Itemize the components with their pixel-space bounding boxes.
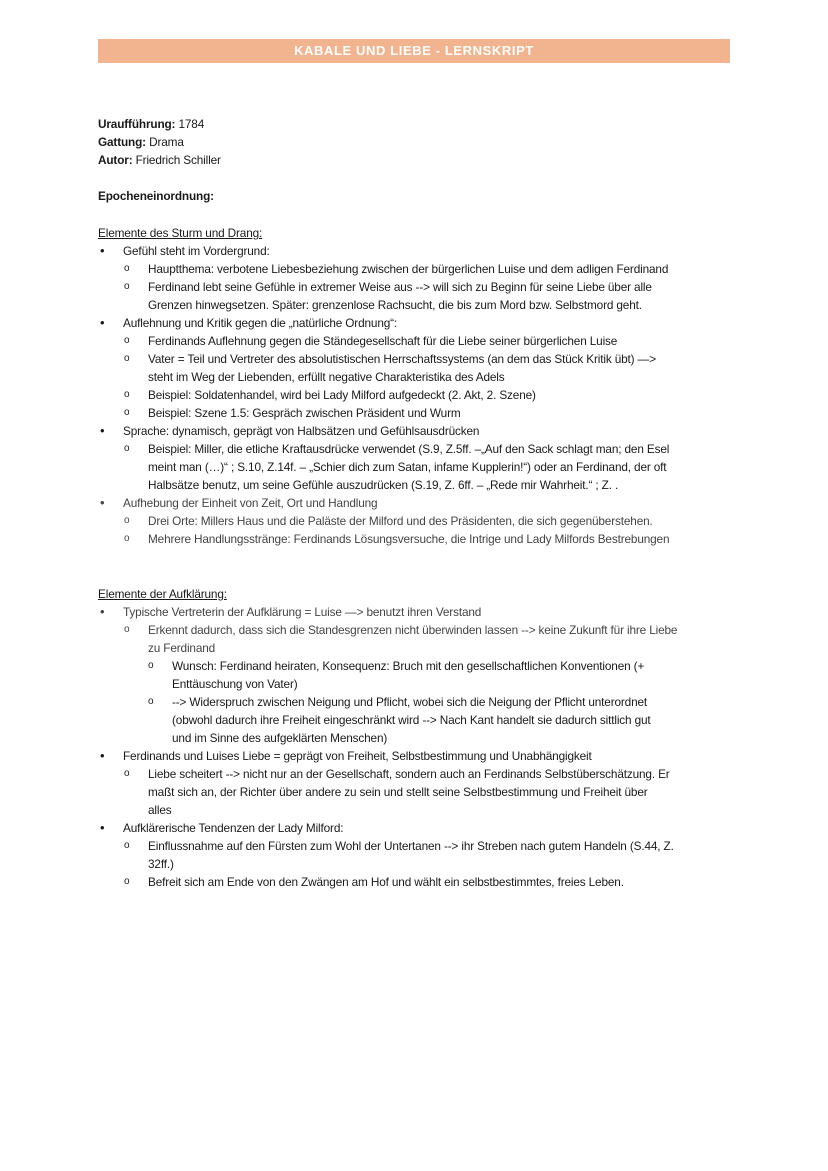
bullet-icon: • xyxy=(100,243,105,258)
circle-bullet-icon: o xyxy=(124,624,130,635)
section-title: Elemente des Sturm und Drang: xyxy=(98,226,263,240)
circle-bullet-icon: o xyxy=(124,840,130,851)
list-item-text: Halbsätze benutz, um seine Gefühle auszudrücken (S.19, Z. 6ff. – „Rede mir Wahrheit.“ ; Z. . xyxy=(148,478,619,492)
list-item xyxy=(98,314,758,332)
list-item-text: Auflehnung und Kritik gegen die „natürliche Ordnung“: xyxy=(123,316,398,330)
bullet-icon: • xyxy=(100,604,105,619)
list-item-text: Befreit sich am Ende von den Zwängen am Hof und wählt ein selbstbestimmtes, freies Leben. xyxy=(148,875,624,889)
list-item xyxy=(98,530,758,548)
list-item-text: Ferdinands und Luises Liebe = geprägt von Freiheit, Selbstbestimmung und Unabhängigkeit xyxy=(123,749,592,763)
list-item-text: steht im Weg der Liebenden, erfüllt negative Charakteristika des Adels xyxy=(148,370,505,384)
document-title: KABALE UND LIEBE - LERNSKRIPT xyxy=(98,39,730,63)
list-item-text: meint man (…)“ ; S.10, Z.14f. – „Schier dich zum Satan, infame Kupplerin!“) oder an Ferdinand, der oft xyxy=(148,460,667,474)
meta-value: Drama xyxy=(149,135,184,149)
sections xyxy=(98,224,758,891)
meta-label: Uraufführung: xyxy=(98,117,176,131)
circle-bullet-icon: o xyxy=(124,335,130,346)
list-item-text: Gefühl steht im Vordergrund: xyxy=(123,244,270,258)
list-item xyxy=(98,512,758,530)
list-item xyxy=(98,873,758,891)
list-item-text: Ferdinands Auflehnung gegen die Ständegesellschaft für die Liebe seiner bürgerlichen Luise xyxy=(148,334,618,348)
list-item-text: Erkennt dadurch, dass sich die Standesgrenzen nicht überwinden lassen --> keine Zukunft für ihre Liebe xyxy=(148,623,678,637)
meta-premiere xyxy=(98,115,758,133)
list-item-text: Aufklärerische Tendenzen der Lady Milford: xyxy=(123,821,344,835)
circle-bullet-icon: o xyxy=(148,660,154,671)
circle-bullet-icon: o xyxy=(124,515,130,526)
list-item xyxy=(98,747,758,765)
list-item-text: Wunsch: Ferdinand heiraten, Konsequenz: Bruch mit den gesellschaftlichen Konventionen (+ xyxy=(172,659,645,673)
bullet-icon: • xyxy=(100,820,105,835)
list-item xyxy=(98,350,758,386)
circle-bullet-icon: o xyxy=(124,533,130,544)
bullet-icon: • xyxy=(100,315,105,330)
epoch-heading: Epocheneinordnung: xyxy=(98,189,214,203)
list-item xyxy=(98,386,758,404)
list-item xyxy=(98,332,758,350)
list-item xyxy=(98,765,758,819)
meta-label: Gattung: xyxy=(98,135,146,149)
meta-genre xyxy=(98,133,758,151)
list-item-text: Beispiel: Miller, die etliche Kraftausdrücke verwendet (S.9, Z.5ff. –„Auf den Sack schlagt man; den Esel xyxy=(148,442,670,456)
meta-author xyxy=(98,151,758,169)
circle-bullet-icon: o xyxy=(124,263,130,274)
document-body xyxy=(98,115,758,891)
list-item-text: Mehrere Handlungsstränge: Ferdinands Lösungsversuche, die Intrige und Lady Milfords Bestrebungen xyxy=(148,532,670,546)
section xyxy=(98,585,758,891)
circle-bullet-icon: o xyxy=(124,876,130,887)
section xyxy=(98,224,758,548)
list-item-text: Grenzen hinwegsetzen. Später: grenzenlose Rachsucht, die bis zum Mord bzw. Selbstmord geht. xyxy=(148,298,642,312)
list-item-text: Ferdinand lebt seine Gefühle in extremer Weise aus --> will sich zu Beginn für seine Liebe über alle xyxy=(148,280,652,294)
list-item-text: Enttäuschung von Vater) xyxy=(172,677,298,691)
list-item-text: Beispiel: Soldatenhandel, wird bei Lady Milford aufgedeckt (2. Akt, 2. Szene) xyxy=(148,388,536,402)
circle-bullet-icon: o xyxy=(124,353,130,364)
list-item-text: zu Ferdinand xyxy=(148,641,216,655)
list-item-text: maßt sich an, der Richter über andere zu sein und stellt seine Selbstbestimmung und Freiheit über xyxy=(148,785,648,799)
list-item-text: Typische Vertreterin der Aufklärung = Luise —> benutzt ihren Verstand xyxy=(123,605,482,619)
meta-value: Friedrich Schiller xyxy=(135,153,221,167)
list-item-text: Drei Orte: Millers Haus und die Paläste der Milford und des Präsidenten, die sich gegenüberstehen. xyxy=(148,514,653,528)
bullet-icon: • xyxy=(100,748,105,763)
list-item xyxy=(98,837,758,873)
list-item-text: alles xyxy=(148,803,172,817)
list-item-text: 32ff.) xyxy=(148,857,174,871)
list-item xyxy=(98,621,758,657)
list-item-text: --> Widerspruch zwischen Neigung und Pflicht, wobei sich die Neigung der Pflicht unterordnet xyxy=(172,695,648,709)
bullet-icon: • xyxy=(100,423,105,438)
circle-bullet-icon: o xyxy=(124,443,130,454)
list-item-text: Vater = Teil und Vertreter des absolutistischen Herrschaftssystems (an dem das Stück Kritik übt) —> xyxy=(148,352,656,366)
list-item xyxy=(98,260,758,278)
list-item-text: Hauptthema: verbotene Liebesbeziehung zwischen der bürgerlichen Luise und dem adligen Ferdinand xyxy=(148,262,669,276)
list-item-text: Einflussnahme auf den Fürsten zum Wohl der Untertanen --> ihr Streben nach gutem Handeln (S.44, Z. xyxy=(148,839,674,853)
list-item-text: Aufhebung der Einheit von Zeit, Ort und Handlung xyxy=(123,496,378,510)
list-item xyxy=(98,242,758,260)
circle-bullet-icon: o xyxy=(124,768,130,779)
list-item xyxy=(98,693,758,747)
meta-block xyxy=(98,115,758,169)
list-item xyxy=(98,657,758,693)
list-item xyxy=(98,278,758,314)
list-item xyxy=(98,494,758,512)
section-title: Elemente der Aufklärung: xyxy=(98,587,227,601)
list-item xyxy=(98,440,758,494)
list-item-text: Sprache: dynamisch, geprägt von Halbsätzen und Gefühlsausdrücken xyxy=(123,424,480,438)
list-item xyxy=(98,422,758,440)
list-item xyxy=(98,603,758,621)
list-item-text: Liebe scheitert --> nicht nur an der Gesellschaft, sondern auch an Ferdinands Selbstüberschätzung. Er xyxy=(148,767,670,781)
list-item-text: (obwohl dadurch ihre Freiheit eingeschränkt wird --> Nach Kant handelt sie dadurch sittlich gut xyxy=(172,713,651,727)
bullet-icon: • xyxy=(100,495,105,510)
circle-bullet-icon: o xyxy=(124,281,130,292)
circle-bullet-icon: o xyxy=(124,389,130,400)
list-item-text: und im Sinne des aufgeklärten Menschen) xyxy=(172,731,388,745)
list-item-text: Beispiel: Szene 1.5: Gespräch zwischen Präsident und Wurm xyxy=(148,406,461,420)
list-item xyxy=(98,819,758,837)
circle-bullet-icon: o xyxy=(124,407,130,418)
meta-label: Autor: xyxy=(98,153,133,167)
meta-value: 1784 xyxy=(178,117,205,131)
circle-bullet-icon: o xyxy=(148,696,154,707)
list-item xyxy=(98,404,758,422)
